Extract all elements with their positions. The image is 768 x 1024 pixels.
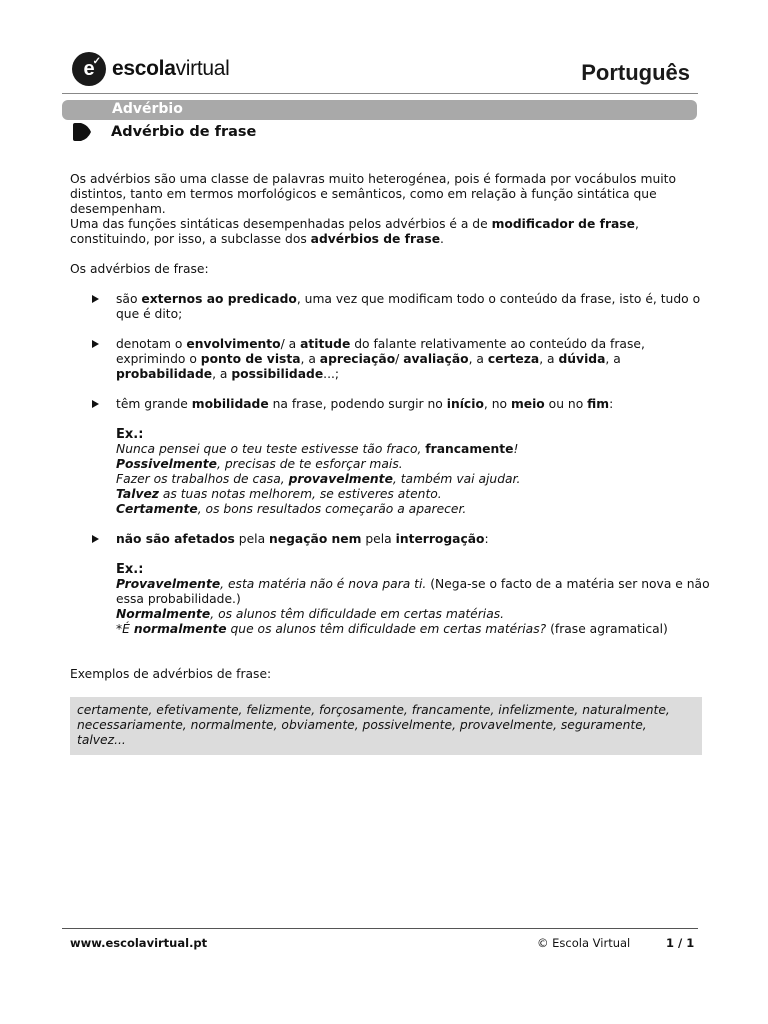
text-span: (frase agramatical) [546, 622, 668, 636]
examples-label: Ex.: [116, 427, 144, 442]
logo [72, 52, 230, 86]
bullet-item [70, 397, 710, 412]
example-line [116, 487, 710, 502]
example-line [116, 457, 710, 472]
examples-block [116, 427, 710, 517]
bold-italic-term: provavelmente [288, 472, 393, 486]
subsection-title: Advérbio de frase [111, 124, 257, 140]
bold-term: possibilidade [231, 367, 324, 381]
subject-title: Português [581, 60, 690, 85]
bold-term: interrogação [395, 532, 485, 546]
italic-text: , também vai ajudar. [392, 472, 521, 486]
intro-paragraph: Os advérbios são uma classe de palavras muito heterogénea, pois é formada por vocábulos muito distintos, tanto em termos morfológicos e semânticos, como em relação à função sintática que desempenham. [70, 172, 676, 216]
bold-term: dúvida [558, 352, 606, 366]
text-span: , uma vez que modificam todo o conteúdo da frase, isto é, tudo o que é dito; [116, 292, 701, 321]
bullet-arrow-icon [92, 295, 99, 303]
example-line [116, 472, 710, 487]
bullet-item [70, 337, 710, 382]
text-span: , no [483, 397, 511, 411]
examples-block-2 [116, 562, 710, 637]
text-span: na frase, podendo surgir no [268, 397, 447, 411]
bold-term: externos ao predicado [141, 292, 297, 306]
logo-text-bold: escola [112, 57, 176, 80]
bold-term: envolvimento [186, 337, 281, 351]
logo-letter: e [83, 57, 95, 80]
example-line [116, 607, 710, 622]
bold-term: não são afetados [116, 532, 235, 546]
text-span: pela [361, 532, 396, 546]
italic-text: , os alunos têm dificuldade em certas matérias. [210, 607, 505, 621]
bold-term: início [446, 397, 484, 411]
text-span: do falante relativamente ao conteúdo da frase, exprimindo o [116, 337, 645, 366]
text-span: , constituindo, por isso, a subclasse dos [70, 217, 639, 246]
escola-virtual-logo-icon [72, 52, 106, 86]
bold-italic-term: Provavelmente [116, 577, 221, 591]
text-span: , a [539, 352, 559, 366]
logo-text [112, 57, 230, 81]
example-line [116, 502, 710, 517]
bold-term: modificador de frase [491, 217, 635, 231]
text-span: ou no [544, 397, 588, 411]
example-line [116, 622, 710, 637]
intro-paragraph-2 [70, 217, 710, 247]
section-title: Advérbio [112, 101, 183, 117]
text-span: denotam o [116, 337, 187, 351]
bold-italic-term: Certamente [116, 502, 198, 516]
text-span: / [395, 352, 404, 366]
text-span: : [484, 532, 489, 546]
text-span: , a [300, 352, 320, 366]
example-line [116, 442, 710, 457]
bold-term: negação nem [269, 532, 362, 546]
italic-text: as tuas notas melhorem, se estiveres atento. [158, 487, 442, 501]
text-span: ...; [323, 367, 340, 381]
bullet-arrow-icon [92, 535, 99, 543]
footer-url: www.escolavirtual.pt [70, 936, 208, 950]
italic-text: ! [513, 442, 519, 456]
bold-term: apreciação [319, 352, 396, 366]
text-span: . [440, 232, 444, 246]
bullet-item [70, 292, 710, 322]
bullet-list-2 [70, 532, 710, 547]
bold-italic-term: Possivelmente [116, 457, 218, 471]
text-span: Uma das funções sintáticas desempenhadas pelos advérbios é a de [70, 217, 492, 231]
bullets-intro: Os advérbios de frase: [70, 262, 209, 276]
header-divider [62, 93, 698, 94]
text-span: , a [212, 367, 232, 381]
text-span: têm grande [116, 397, 192, 411]
bullet-arrow-icon [92, 400, 99, 408]
bold-term: francamente [425, 442, 514, 456]
bold-term: certeza [487, 352, 540, 366]
bullet-item [70, 532, 710, 547]
bold-term: advérbios de frase [310, 232, 441, 246]
text-span: , a [605, 352, 621, 366]
bold-term: probabilidade [116, 367, 213, 381]
bullet-arrow-icon [92, 340, 99, 348]
bold-term: ponto de vista [200, 352, 301, 366]
examples-label: Ex.: [116, 562, 144, 577]
adverb-examples-box: certamente, efetivamente, felizmente, forçosamente, francamente, infelizmente, naturalmente, necessariamente, normalmente, obviamente, possivelmente, provavelmente, seguramente, talvez... [70, 697, 702, 755]
text-span: , a [468, 352, 488, 366]
bold-term: fim [587, 397, 610, 411]
text-span: são [116, 292, 142, 306]
bold-term: atitude [300, 337, 351, 351]
bullet-list [70, 292, 710, 412]
text-span: (Nega-se o facto de a matéria ser nova e não essa probabilidade.) [116, 577, 710, 606]
footer-copyright: © Escola Virtual [537, 936, 631, 950]
bold-term: mobilidade [191, 397, 269, 411]
italic-text: que os alunos têm dificuldade em certas matérias? [226, 622, 547, 636]
examples-list-label: Exemplos de advérbios de frase: [70, 667, 272, 681]
bold-italic-term: normalmente [133, 622, 227, 636]
italic-text: Nunca pensei que o teu teste estivesse tão fraco, [116, 442, 426, 456]
text-span: / a [280, 337, 301, 351]
document-body [70, 172, 710, 755]
italic-text: *É [116, 622, 134, 636]
example-line [116, 577, 710, 607]
play-arrow-icon [72, 123, 92, 141]
text-span: pela [234, 532, 270, 546]
italic-text: , esta matéria não é nova para ti. [220, 577, 427, 591]
italic-text: , os bons resultados começarão a aparecer. [197, 502, 467, 516]
logo-text-light: virtual [175, 57, 230, 80]
bold-term: meio [510, 397, 545, 411]
bold-italic-term: Normalmente [116, 607, 211, 621]
italic-text: , precisas de te esforçar mais. [217, 457, 403, 471]
bold-term: avaliação [403, 352, 469, 366]
footer-page-number: 1 / 1 [666, 936, 695, 950]
text-span: : [609, 397, 614, 411]
footer-divider [62, 928, 698, 929]
bold-italic-term: Talvez [116, 487, 159, 501]
subsection-heading [72, 123, 256, 141]
section-title-bar [62, 100, 697, 120]
italic-text: Fazer os trabalhos de casa, [116, 472, 289, 486]
logo-check-mark: ✓ [92, 56, 101, 67]
